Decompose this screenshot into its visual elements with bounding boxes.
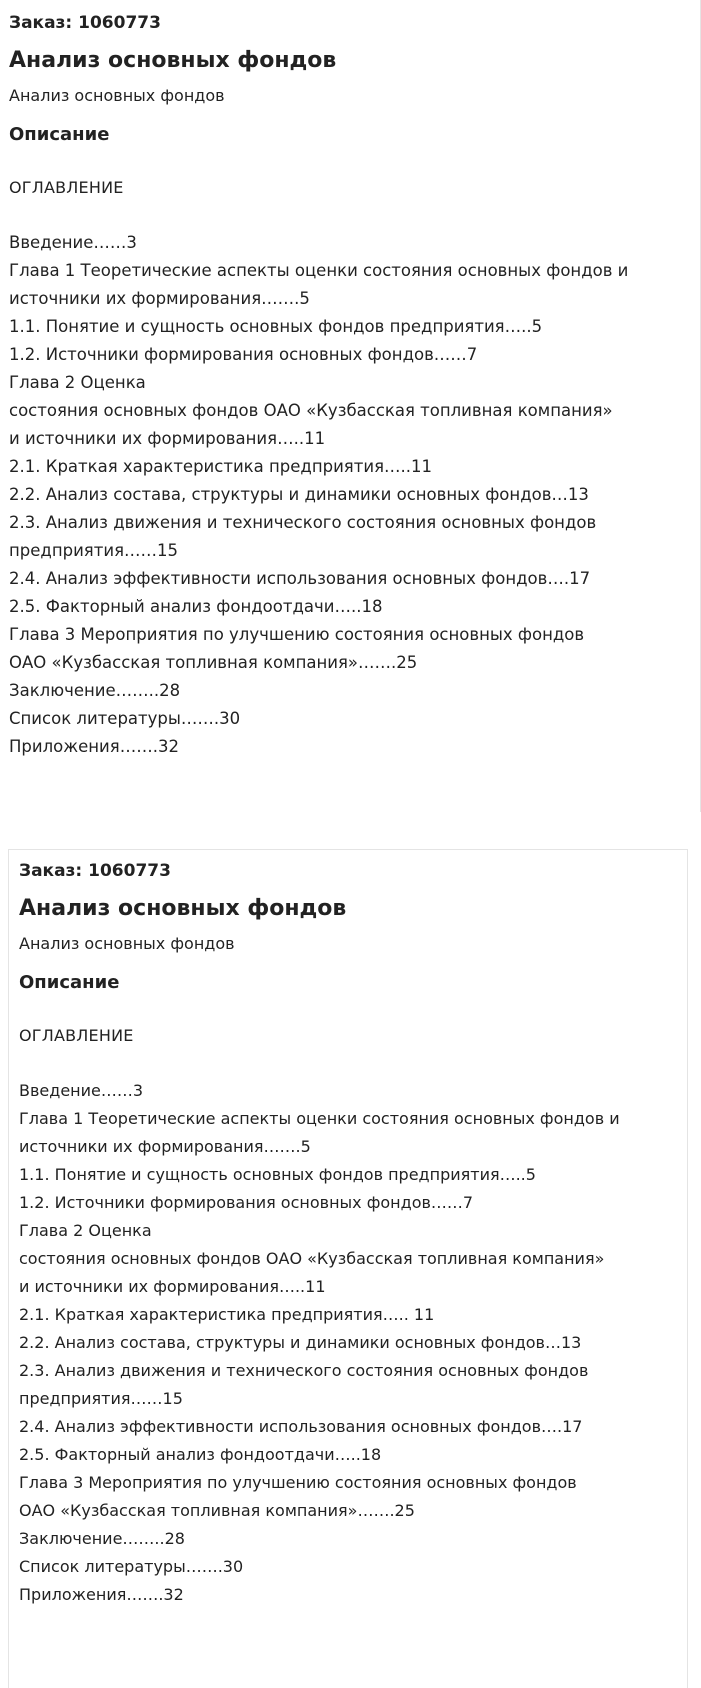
order-subtitle: Анализ основных фондов — [19, 934, 235, 953]
toc-line: предприятия……15 — [19, 1389, 183, 1408]
order-title: Анализ основных фондов — [19, 896, 347, 921]
toc-line: 2.2. Анализ состава, структуры и динамики основных фондов…13 — [9, 485, 589, 504]
toc-line: 1.2. Источники формирования основных фондов……7 — [9, 345, 478, 364]
toc-line: 2.4. Анализ эффективности использования основных фондов….17 — [9, 569, 591, 588]
table-of-contents — [19, 1077, 677, 1609]
toc-line: Глава 2 Оценка — [9, 373, 146, 392]
toc-line: ОАО «Кузбасская топливная компания»…….25 — [19, 1501, 415, 1520]
table-of-contents — [9, 229, 691, 761]
toc-line: 2.3. Анализ движения и технического состояния основных фондов — [9, 513, 597, 532]
toc-line: Список литературы…….30 — [9, 709, 241, 728]
order-title: Анализ основных фондов — [9, 48, 337, 73]
order-number: Заказ: 1060773 — [9, 13, 161, 33]
toc-line: 2.4. Анализ эффективности использования основных фондов….17 — [19, 1417, 583, 1436]
toc-line: 1.1. Понятие и сущность основных фондов предприятия…..5 — [19, 1165, 536, 1184]
toc-line: 2.1. Краткая характеристика предприятия…..11 — [9, 457, 432, 476]
toc-line: и источники их формирования…..11 — [9, 429, 326, 448]
toc-line: Глава 1 Теоретические аспекты оценки состояния основных фондов и — [9, 261, 629, 280]
toc-line: Заключение……..28 — [19, 1529, 185, 1548]
toc-line: Список литературы…….30 — [19, 1557, 244, 1576]
toc-line: Заключение……..28 — [9, 681, 181, 700]
toc-line: Введение……3 — [19, 1081, 144, 1100]
toc-line: 1.1. Понятие и сущность основных фондов предприятия…..5 — [9, 317, 543, 336]
toc-line: 2.1. Краткая характеристика предприятия….. 11 — [19, 1305, 435, 1324]
toc-line: источники их формирования…….5 — [9, 289, 310, 308]
order-card-1 — [0, 0, 701, 812]
toc-line: 1.2. Источники формирования основных фондов……7 — [19, 1193, 474, 1212]
order-card-2 — [8, 849, 688, 1688]
order-subtitle: Анализ основных фондов — [9, 86, 225, 105]
toc-line: Введение……3 — [9, 233, 137, 252]
description-heading: Описание — [19, 972, 120, 993]
toc-line: Приложения…….32 — [9, 737, 179, 756]
toc-line: Глава 3 Мероприятия по улучшению состояния основных фондов — [19, 1473, 577, 1492]
toc-title: ОГЛАВЛЕНИЕ — [19, 1026, 134, 1045]
toc-line: состояния основных фондов ОАО «Кузбасская топливная компания» — [9, 401, 613, 420]
toc-line: 2.5. Факторный анализ фондоотдачи…..18 — [19, 1445, 382, 1464]
toc-line: 2.2. Анализ состава, структуры и динамики основных фондов…13 — [19, 1333, 582, 1352]
toc-line: состояния основных фондов ОАО «Кузбасская топливная компания» — [19, 1249, 605, 1268]
description-heading: Описание — [9, 124, 110, 145]
toc-line: ОАО «Кузбасская топливная компания»…….25 — [9, 653, 418, 672]
toc-line: 2.3. Анализ движения и технического состояния основных фондов — [19, 1361, 589, 1380]
toc-line: и источники их формирования…..11 — [19, 1277, 326, 1296]
toc-title: ОГЛАВЛЕНИЕ — [9, 178, 124, 197]
toc-line: Глава 1 Теоретические аспекты оценки состояния основных фондов и — [19, 1109, 620, 1128]
toc-line: Приложения…….32 — [19, 1585, 184, 1604]
toc-line: источники их формирования…….5 — [19, 1137, 311, 1156]
toc-line: Глава 3 Мероприятия по улучшению состояния основных фондов — [9, 625, 585, 644]
order-number: Заказ: 1060773 — [19, 861, 171, 881]
toc-line: 2.5. Факторный анализ фондоотдачи…..18 — [9, 597, 383, 616]
toc-line: Глава 2 Оценка — [19, 1221, 152, 1240]
toc-line: предприятия……15 — [9, 541, 178, 560]
